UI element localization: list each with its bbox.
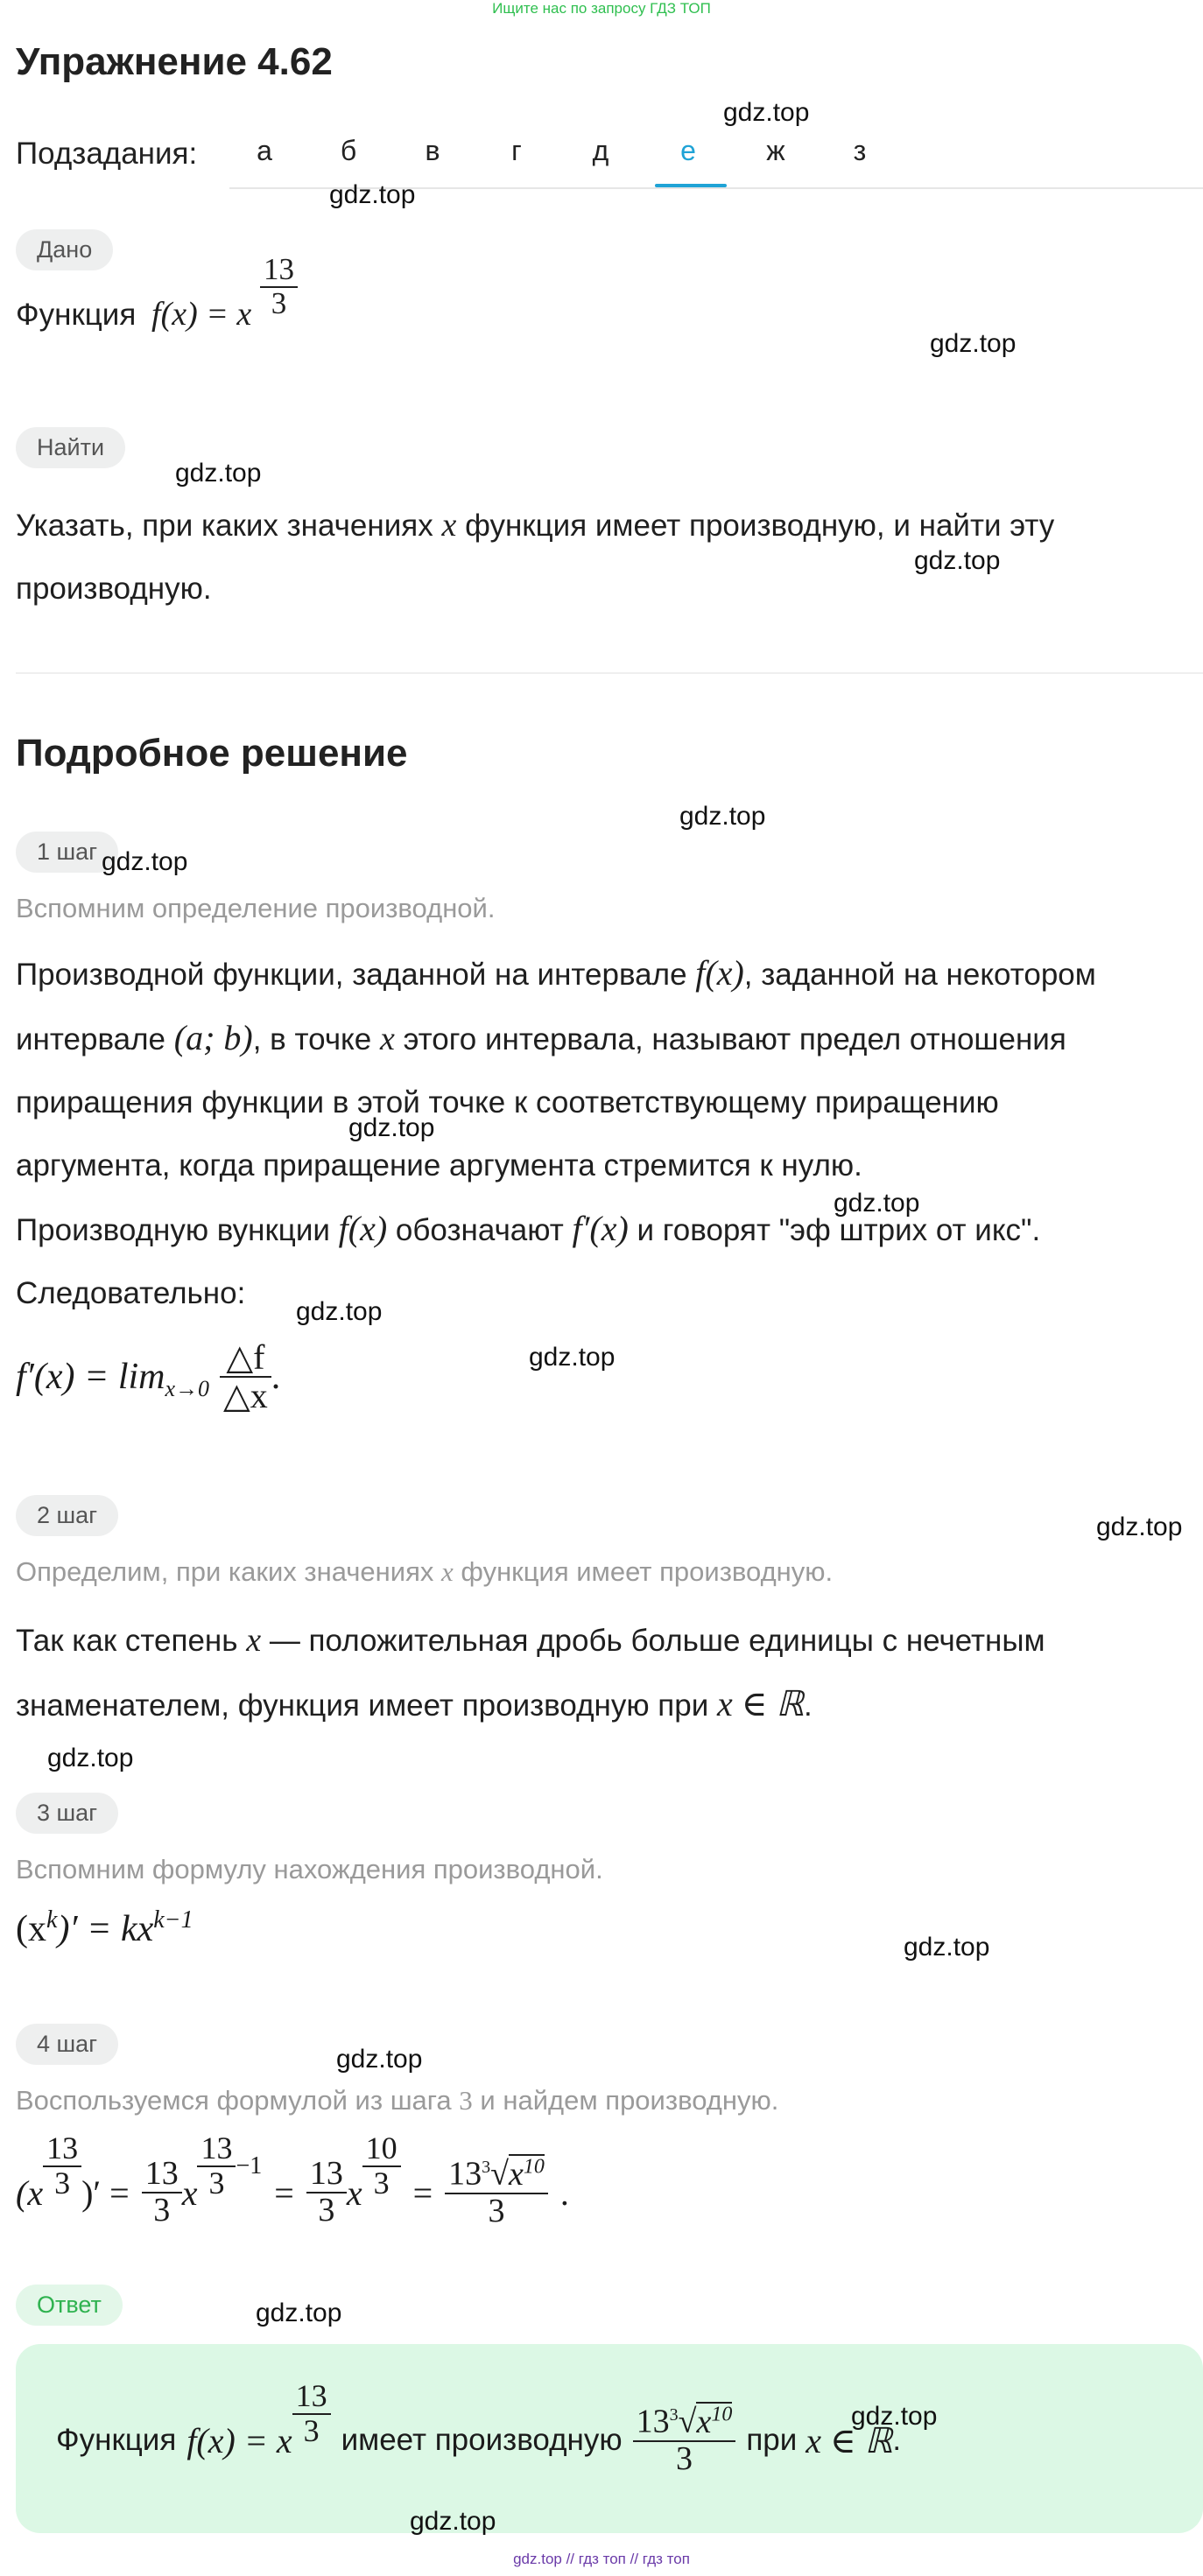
s4-exp-1-num: 13	[46, 2130, 79, 2166]
s4-exp-2-den: 3	[197, 2165, 236, 2200]
step1-p5-a: Производную вункции	[16, 1213, 330, 1247]
s4-open: (x	[16, 2172, 44, 2213]
s4-result-coef: 13	[448, 2155, 482, 2193]
answer-statement	[56, 2370, 901, 2510]
s4-exp-1	[43, 2132, 81, 2200]
s4-x-2: x	[346, 2172, 362, 2213]
watermark: gdz.top	[256, 2299, 342, 2327]
step2-badge: 2 шаг	[16, 1495, 118, 1536]
power-rule-a: (x	[16, 1909, 46, 1949]
watermark: gdz.top	[914, 546, 1001, 575]
limit-end: .	[271, 1357, 281, 1397]
s4-result	[445, 2156, 548, 2229]
answer-prefix: Функция	[56, 2423, 177, 2457]
watermark: gdz.top	[102, 847, 188, 876]
power-rule-exp: k−1	[153, 1906, 193, 1934]
answer-root-sign: √	[678, 2403, 697, 2440]
s4-exp-2	[197, 2132, 236, 2200]
tab-d[interactable]: д	[592, 135, 609, 166]
step2-hint	[16, 1556, 833, 1588]
s4-radicand	[509, 2154, 545, 2193]
tab-a[interactable]: а	[257, 135, 272, 166]
answer-pri: при	[746, 2423, 798, 2457]
s4-root-sign: √	[490, 2155, 510, 2193]
step1-p1-b: , заданной на некотором	[743, 958, 1096, 992]
s4-root-index: 3	[482, 2158, 491, 2178]
s4-close: )′ =	[81, 2172, 130, 2213]
answer-derivative-den: 3	[633, 2440, 736, 2477]
step1-badge: 1 шаг	[16, 832, 118, 873]
answer-badge: Ответ	[16, 2285, 123, 2326]
answer-exponent	[292, 2380, 331, 2448]
s4-coef-2	[306, 2157, 347, 2229]
limit-subscript: x→0	[165, 1376, 210, 1401]
answer-exp-den: 3	[292, 2413, 331, 2448]
tab-b[interactable]: б	[340, 135, 357, 166]
s4-radicand-exp: 10	[523, 2155, 545, 2179]
tab-e-active[interactable]: е	[680, 135, 696, 166]
watermark: gdz.top	[930, 329, 1017, 358]
step4-hint-b: и найдем производную.	[480, 2085, 779, 2116]
s4-dot: .	[559, 2172, 569, 2213]
answer-mid-text: имеет производную	[341, 2423, 623, 2457]
answer-function: f(x) = x	[186, 2420, 292, 2460]
subtasks-label: Подзадания:	[16, 137, 198, 171]
step1-p5-fx: f(x)	[338, 1209, 388, 1248]
answer-box	[16, 2344, 1203, 2533]
s4-exp-3-num: 10	[365, 2130, 397, 2166]
s4-result-den: 3	[445, 2193, 548, 2229]
step1-p2-c: этого интервала, называют предел отношения	[403, 1022, 1066, 1056]
s4-coef-2-den: 3	[306, 2192, 347, 2229]
s4-exp-3-den: 3	[362, 2165, 401, 2200]
step4-hint-n: 3	[459, 2085, 473, 2116]
step2-hint-x: x	[441, 1556, 454, 1587]
s4-coef-1-den: 3	[142, 2192, 182, 2229]
step1-limit-formula	[16, 1339, 280, 1414]
s4-result-num	[445, 2156, 548, 2193]
find-text-b: функция имеет производную, и найти эту	[465, 509, 1055, 543]
s4-coef-1-num: 13	[144, 2155, 179, 2193]
step1-p2-b: , в точке	[252, 1022, 372, 1056]
limit-fraction	[220, 1339, 271, 1414]
step2-p2-end: .	[804, 1688, 813, 1723]
answer-condition: x ∈ ℝ	[806, 2420, 893, 2460]
answer-coef: 13	[636, 2403, 670, 2440]
step2-p2-a: знаменателем, функция имеет производную при	[16, 1688, 709, 1723]
s4-coef-2-num: 13	[309, 2155, 343, 2193]
watermark: gdz.top	[410, 2507, 496, 2536]
given-exp-num: 13	[264, 252, 295, 286]
watermark: gdz.top	[529, 1343, 616, 1372]
step1-p5-b: обозначают	[395, 1213, 564, 1247]
step1-hint: Вспомним определение производной.	[16, 893, 496, 923]
given-exp-den: 3	[260, 286, 298, 320]
watermark: gdz.top	[348, 1113, 435, 1142]
step1-p3: приращения функции в этой точке к соответствующему приращению	[16, 1085, 999, 1120]
answer-end: .	[892, 2423, 902, 2457]
limit-lhs: f′(x) = lim	[16, 1357, 165, 1397]
step3-badge: 3 шаг	[16, 1793, 118, 1834]
step2-p1-x: x	[246, 1622, 262, 1659]
answer-exp-num: 13	[295, 2378, 327, 2414]
find-badge: Найти	[16, 427, 125, 468]
watermark: gdz.top	[1096, 1513, 1183, 1541]
s4-coef-1	[142, 2157, 182, 2229]
step4-hint	[16, 2085, 778, 2116]
tab-z[interactable]: з	[853, 135, 867, 166]
watermark: gdz.top	[175, 459, 262, 488]
step3-hint: Вспомним формулу нахождения производной.	[16, 1854, 603, 1885]
s4-x-1: x	[181, 2172, 198, 2213]
step3-formula	[16, 1906, 193, 1950]
answer-radicand-exp: 10	[711, 2403, 733, 2426]
step1-p2-a: интервале	[16, 1022, 166, 1056]
watermark: gdz.top	[834, 1189, 920, 1218]
tab-v[interactable]: в	[425, 135, 440, 166]
s4-exp-1-den: 3	[43, 2165, 81, 2200]
watermark: gdz.top	[336, 2045, 423, 2074]
step1-p4: аргумента, когда приращение аргумента стремится к нулю.	[16, 1148, 862, 1183]
step1-p1-a: Производной функции, заданной на интервале	[16, 958, 687, 992]
tab-g[interactable]: г	[511, 135, 522, 166]
answer-derivative	[633, 2404, 736, 2476]
page-title: Упражнение 4.62	[16, 40, 333, 83]
step1-p1-fx: f(x)	[695, 953, 744, 993]
limit-den: △x	[220, 1376, 271, 1414]
power-rule-k: k	[46, 1906, 58, 1934]
step1-p5-c: и говорят "эф штрих от икс".	[637, 1213, 1041, 1247]
given-statement	[16, 252, 298, 350]
answer-radicand	[696, 2402, 732, 2440]
s4-radicand-x: x	[509, 2155, 524, 2193]
step4-derivative-formula	[16, 2127, 569, 2258]
find-statement	[16, 494, 1189, 621]
step2-p1-b: — положительная дробь больше единицы с нечетным	[269, 1624, 1045, 1658]
watermark: gdz.top	[723, 98, 810, 127]
answer-root-index: 3	[669, 2405, 679, 2425]
watermark: gdz.top	[679, 802, 766, 831]
solution-title: Подробное решение	[16, 732, 408, 775]
active-tab-underline	[655, 184, 727, 187]
s4-exp-3	[362, 2132, 401, 2200]
s4-eq-1: =	[274, 2172, 294, 2213]
step4-badge: 4 шаг	[16, 2024, 118, 2065]
step2-p1-a: Так как степень	[16, 1624, 238, 1658]
step1-p2-interval: (a; b)	[173, 1018, 253, 1057]
tab-zh[interactable]: ж	[766, 135, 785, 166]
step4-hint-a: Воспользуемся формулой из шага	[16, 2085, 452, 2116]
find-var-x: x	[441, 507, 457, 544]
s4-eq-2: =	[412, 2172, 433, 2213]
search-hint-banner: Ищите нас по запросу ГДЗ ТОП	[492, 0, 711, 17]
watermark: gdz.top	[296, 1297, 383, 1326]
step2-hint-a: Определим, при каких значениях	[16, 1556, 434, 1587]
power-rule-b: )′ = kx	[57, 1909, 154, 1949]
s4-minus-one: −1	[236, 2152, 263, 2179]
watermark: gdz.top	[851, 2402, 938, 2431]
step2-p2-math: x ∈ ℝ	[717, 1684, 805, 1723]
step1-p6: Следовательно:	[16, 1276, 246, 1310]
step1-p2-x: x	[379, 1021, 395, 1057]
find-text-line2: производную.	[16, 572, 212, 606]
step2-text	[16, 1609, 1198, 1737]
section-divider	[16, 672, 1203, 674]
given-function: f(x) = x	[151, 296, 252, 333]
given-prefix: Функция	[16, 298, 137, 332]
footer-links[interactable]: gdz.top // гдз топ // гдз топ	[513, 2551, 690, 2567]
answer-radicand-x: x	[696, 2403, 712, 2440]
given-badge: Дано	[16, 229, 113, 270]
find-text-a: Указать, при каких значениях	[16, 509, 433, 543]
answer-derivative-num	[633, 2404, 736, 2440]
watermark: gdz.top	[47, 1744, 134, 1772]
watermark: gdz.top	[904, 1933, 990, 1962]
watermark: gdz.top	[329, 180, 416, 209]
step2-hint-b: функция имеет производную.	[461, 1556, 834, 1587]
limit-num: △f	[226, 1337, 265, 1377]
step1-p5-fprime: f′(x)	[572, 1209, 629, 1248]
given-exponent	[260, 254, 298, 320]
step1-definition	[16, 942, 1198, 1325]
s4-exp-2-num: 13	[200, 2130, 233, 2166]
